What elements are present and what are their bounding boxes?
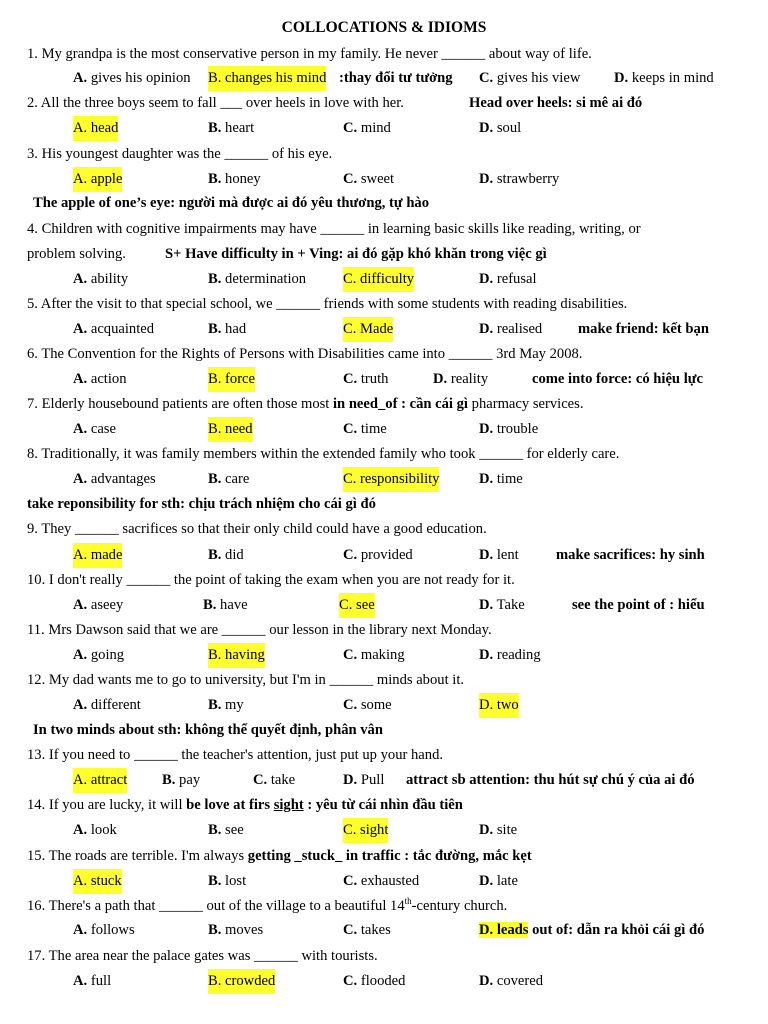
- question-4: [0, 217, 768, 242]
- question-14: [0, 793, 768, 818]
- option-c: C. mind: [343, 120, 391, 136]
- question-4-cont: [0, 242, 768, 267]
- answer-option-a: A. apple: [73, 167, 122, 192]
- question-text: 8. Traditionally, it was family members within the extended family who took ______ for elderly care.: [27, 446, 620, 462]
- question-1: [0, 42, 768, 67]
- question-text: 2. All the three boys seem to fall ___ over heels in love with her.: [27, 95, 404, 111]
- answer-note: :thay đổi tư tưởng: [339, 70, 453, 86]
- answer-option-c: C. see: [339, 593, 375, 618]
- answer-note: take reponsibility for sth: chịu trách nhiệm cho cái gì đó: [27, 496, 376, 512]
- question-5: [0, 292, 768, 317]
- answer-option-c: C. sight: [343, 818, 388, 843]
- question-text: 15. The roads are terrible. I'm always getting _stuck_ in traffic : tắc đường, mắc kẹt: [27, 848, 532, 864]
- option-a: A. ability: [73, 271, 129, 287]
- question-11: [0, 618, 768, 643]
- question-12-options: [0, 693, 768, 718]
- option-c: C. take: [253, 772, 296, 788]
- option-c: C. exhausted: [343, 873, 420, 889]
- question-text: 10. I don't really ______ the point of taking the exam when you are not ready for it.: [27, 572, 515, 588]
- answer-note: Head over heels: si mê ai đó: [469, 95, 643, 111]
- answer-note: out of: dẫn ra khỏi cái gì đó: [528, 922, 705, 938]
- answer-option-a: A. made: [73, 543, 122, 568]
- option-a: A. acquainted: [73, 321, 155, 337]
- option-d: D. soul: [479, 120, 522, 136]
- option-d: D. time: [479, 471, 523, 487]
- answer-note: The apple of one’s eye: người mà được ai đó yêu thương, tự hào: [33, 195, 430, 211]
- answer-note: come into force: có hiệu lực: [532, 371, 703, 387]
- option-b: B. heart: [208, 120, 255, 136]
- option-c: C. sweet: [343, 171, 395, 187]
- question-2: [0, 91, 768, 116]
- option-d: D. site: [479, 822, 518, 838]
- question-2-options: [0, 116, 768, 141]
- option-b: B. have: [203, 597, 248, 613]
- question-13: [0, 743, 768, 768]
- option-d: D. reality: [433, 371, 489, 387]
- answer-note: In two minds about sth: không thể quyết định, phân vân: [33, 722, 383, 738]
- option-b: B. pay: [162, 772, 201, 788]
- question-text: problem solving.: [27, 246, 126, 262]
- option-d: D. strawberry: [479, 171, 560, 187]
- question-15: [0, 844, 768, 869]
- question-10-options: [0, 593, 768, 618]
- option-a: A. advantages: [73, 471, 156, 487]
- question-6-options: [0, 367, 768, 392]
- answer-option-a: A. attract: [73, 768, 127, 793]
- option-b: B. my: [208, 697, 244, 713]
- answer-option-a: A. stuck: [73, 869, 122, 894]
- question-12: [0, 668, 768, 693]
- question-3: [0, 142, 768, 167]
- option-b: B. did: [208, 547, 244, 563]
- question-text: 17. The area near the palace gates was ______ with tourists.: [27, 948, 378, 964]
- page-title: COLLOCATIONS & IDIOMS: [281, 19, 487, 36]
- option-a: A. going: [73, 647, 125, 663]
- question-9-options: [0, 543, 768, 568]
- question-8: [0, 442, 768, 467]
- question-14-options: [0, 818, 768, 843]
- answer-option-c: C. difficulty: [343, 267, 414, 292]
- answer-option-b: B. force: [208, 367, 255, 392]
- option-d: D. refusal: [479, 271, 537, 287]
- answer-option-d: D. two: [479, 693, 519, 718]
- option-a: A. action: [73, 371, 127, 387]
- answer-option-d: D. leads: [479, 922, 529, 938]
- option-c: C. time: [343, 421, 387, 437]
- question-text: 4. Children with cognitive impairments may have ______ in learning basic skills like reading, writing, or: [27, 221, 641, 237]
- question-text: 14. If you are lucky, it will be love at firs sight : yêu từ cái nhìn đầu tiên: [27, 797, 463, 813]
- answer-note: attract sb attention: thu hút sự chú ý của ai đó: [406, 772, 695, 788]
- question-13-options: [0, 768, 768, 793]
- question-9: [0, 517, 768, 542]
- option-d: D. late: [479, 873, 518, 889]
- question-text: 1. My grandpa is the most conservative person in my family. He never ______ about way of life.: [27, 46, 592, 62]
- option-c: C. provided: [343, 547, 413, 563]
- option-a: A. gives his opinion: [73, 70, 191, 86]
- answer-note: make friend: kết bạn: [578, 321, 709, 337]
- question-3-note: [0, 191, 768, 216]
- option-d: D. Pull: [343, 772, 385, 788]
- question-text: 6. The Convention for the Rights of Persons with Disabilities came into ______ 3rd May 2008.: [27, 346, 583, 362]
- option-a: A. aseey: [73, 597, 124, 613]
- option-c: C. some: [343, 697, 392, 713]
- question-8-options: [0, 467, 768, 492]
- question-1-options: [0, 66, 768, 91]
- question-text: 9. They ______ sacrifices so that their only child could have a good education.: [27, 521, 487, 537]
- option-b: B. see: [208, 822, 244, 838]
- question-5-options: [0, 317, 768, 342]
- answer-option-a: A. head: [73, 116, 118, 141]
- option-c: C. takes: [343, 922, 391, 938]
- answer-note: see the point of : hiểu: [572, 597, 705, 613]
- answer-option-c: C. responsibility: [343, 467, 439, 492]
- question-8-note: [0, 492, 768, 517]
- answer-option-b: B. having: [208, 643, 265, 668]
- question-10: [0, 568, 768, 593]
- option-d: D. lent: [479, 547, 519, 563]
- option-a: A. full: [73, 973, 112, 989]
- option-b: B. determination: [208, 271, 307, 287]
- answer-note: make sacrifices: hy sinh: [556, 547, 705, 563]
- option-a: A. case: [73, 421, 116, 437]
- option-a: A. follows: [73, 922, 135, 938]
- question-7: [0, 392, 768, 417]
- question-text: 7. Elderly housebound patients are often those most in need_of : cần cái gì pharmacy services.: [27, 396, 584, 412]
- option-c: C. truth: [343, 371, 389, 387]
- option-b: B. had: [208, 321, 247, 337]
- question-17: [0, 944, 768, 969]
- option-a: A. different: [73, 697, 141, 713]
- answer-note: S+ Have difficulty in + Ving: ai đó gặp khó khăn trong việc gì: [165, 246, 547, 262]
- question-3-options: [0, 167, 768, 192]
- question-text: 11. Mrs Dawson said that we are ______ our lesson in the library next Monday.: [27, 622, 492, 638]
- option-a: A. look: [73, 822, 117, 838]
- option-d: D. trouble: [479, 421, 539, 437]
- question-17-options: [0, 969, 768, 994]
- answer-option-b: B. need: [208, 417, 253, 442]
- question-16-options: [0, 918, 768, 943]
- question-4-options: [0, 267, 768, 292]
- question-11-options: [0, 643, 768, 668]
- answer-option-b: B. crowded: [208, 969, 275, 994]
- option-d: D. reading: [479, 647, 541, 663]
- question-12-note: [0, 718, 768, 743]
- option-d: D. keeps in mind: [614, 70, 714, 86]
- question-text: 16. There's a path that ______ out of the village to a beautiful 14th-century church.: [27, 896, 508, 914]
- question-15-options: [0, 869, 768, 894]
- option-d: D. covered: [479, 973, 544, 989]
- question-6: [0, 342, 768, 367]
- question-7-options: [0, 417, 768, 442]
- answer-option-b: B. changes his mind: [208, 66, 326, 91]
- option-b: B. honey: [208, 171, 261, 187]
- option-c: C. gives his view: [479, 70, 581, 86]
- answer-option-d-wrap: [479, 918, 704, 943]
- option-b: B. lost: [208, 873, 247, 889]
- question-text: 13. If you need to ______ the teacher's attention, just put up your hand.: [27, 747, 444, 763]
- option-c: C. flooded: [343, 973, 406, 989]
- question-text: 3. His youngest daughter was the ______ of his eye.: [27, 146, 333, 162]
- question-text: 12. My dad wants me to go to university, but I'm in ______ minds about it.: [27, 672, 465, 688]
- option-b: B. moves: [208, 922, 264, 938]
- question-16: [0, 894, 768, 919]
- option-c: C. making: [343, 647, 405, 663]
- option-d: D. Take: [479, 597, 525, 613]
- option-d: D. realised: [479, 321, 543, 337]
- answer-option-c: C. Made: [343, 317, 393, 342]
- question-text: 5. After the visit to that special school, we ______ friends with some students with reading disabilities.: [27, 296, 628, 312]
- option-b: B. care: [208, 471, 250, 487]
